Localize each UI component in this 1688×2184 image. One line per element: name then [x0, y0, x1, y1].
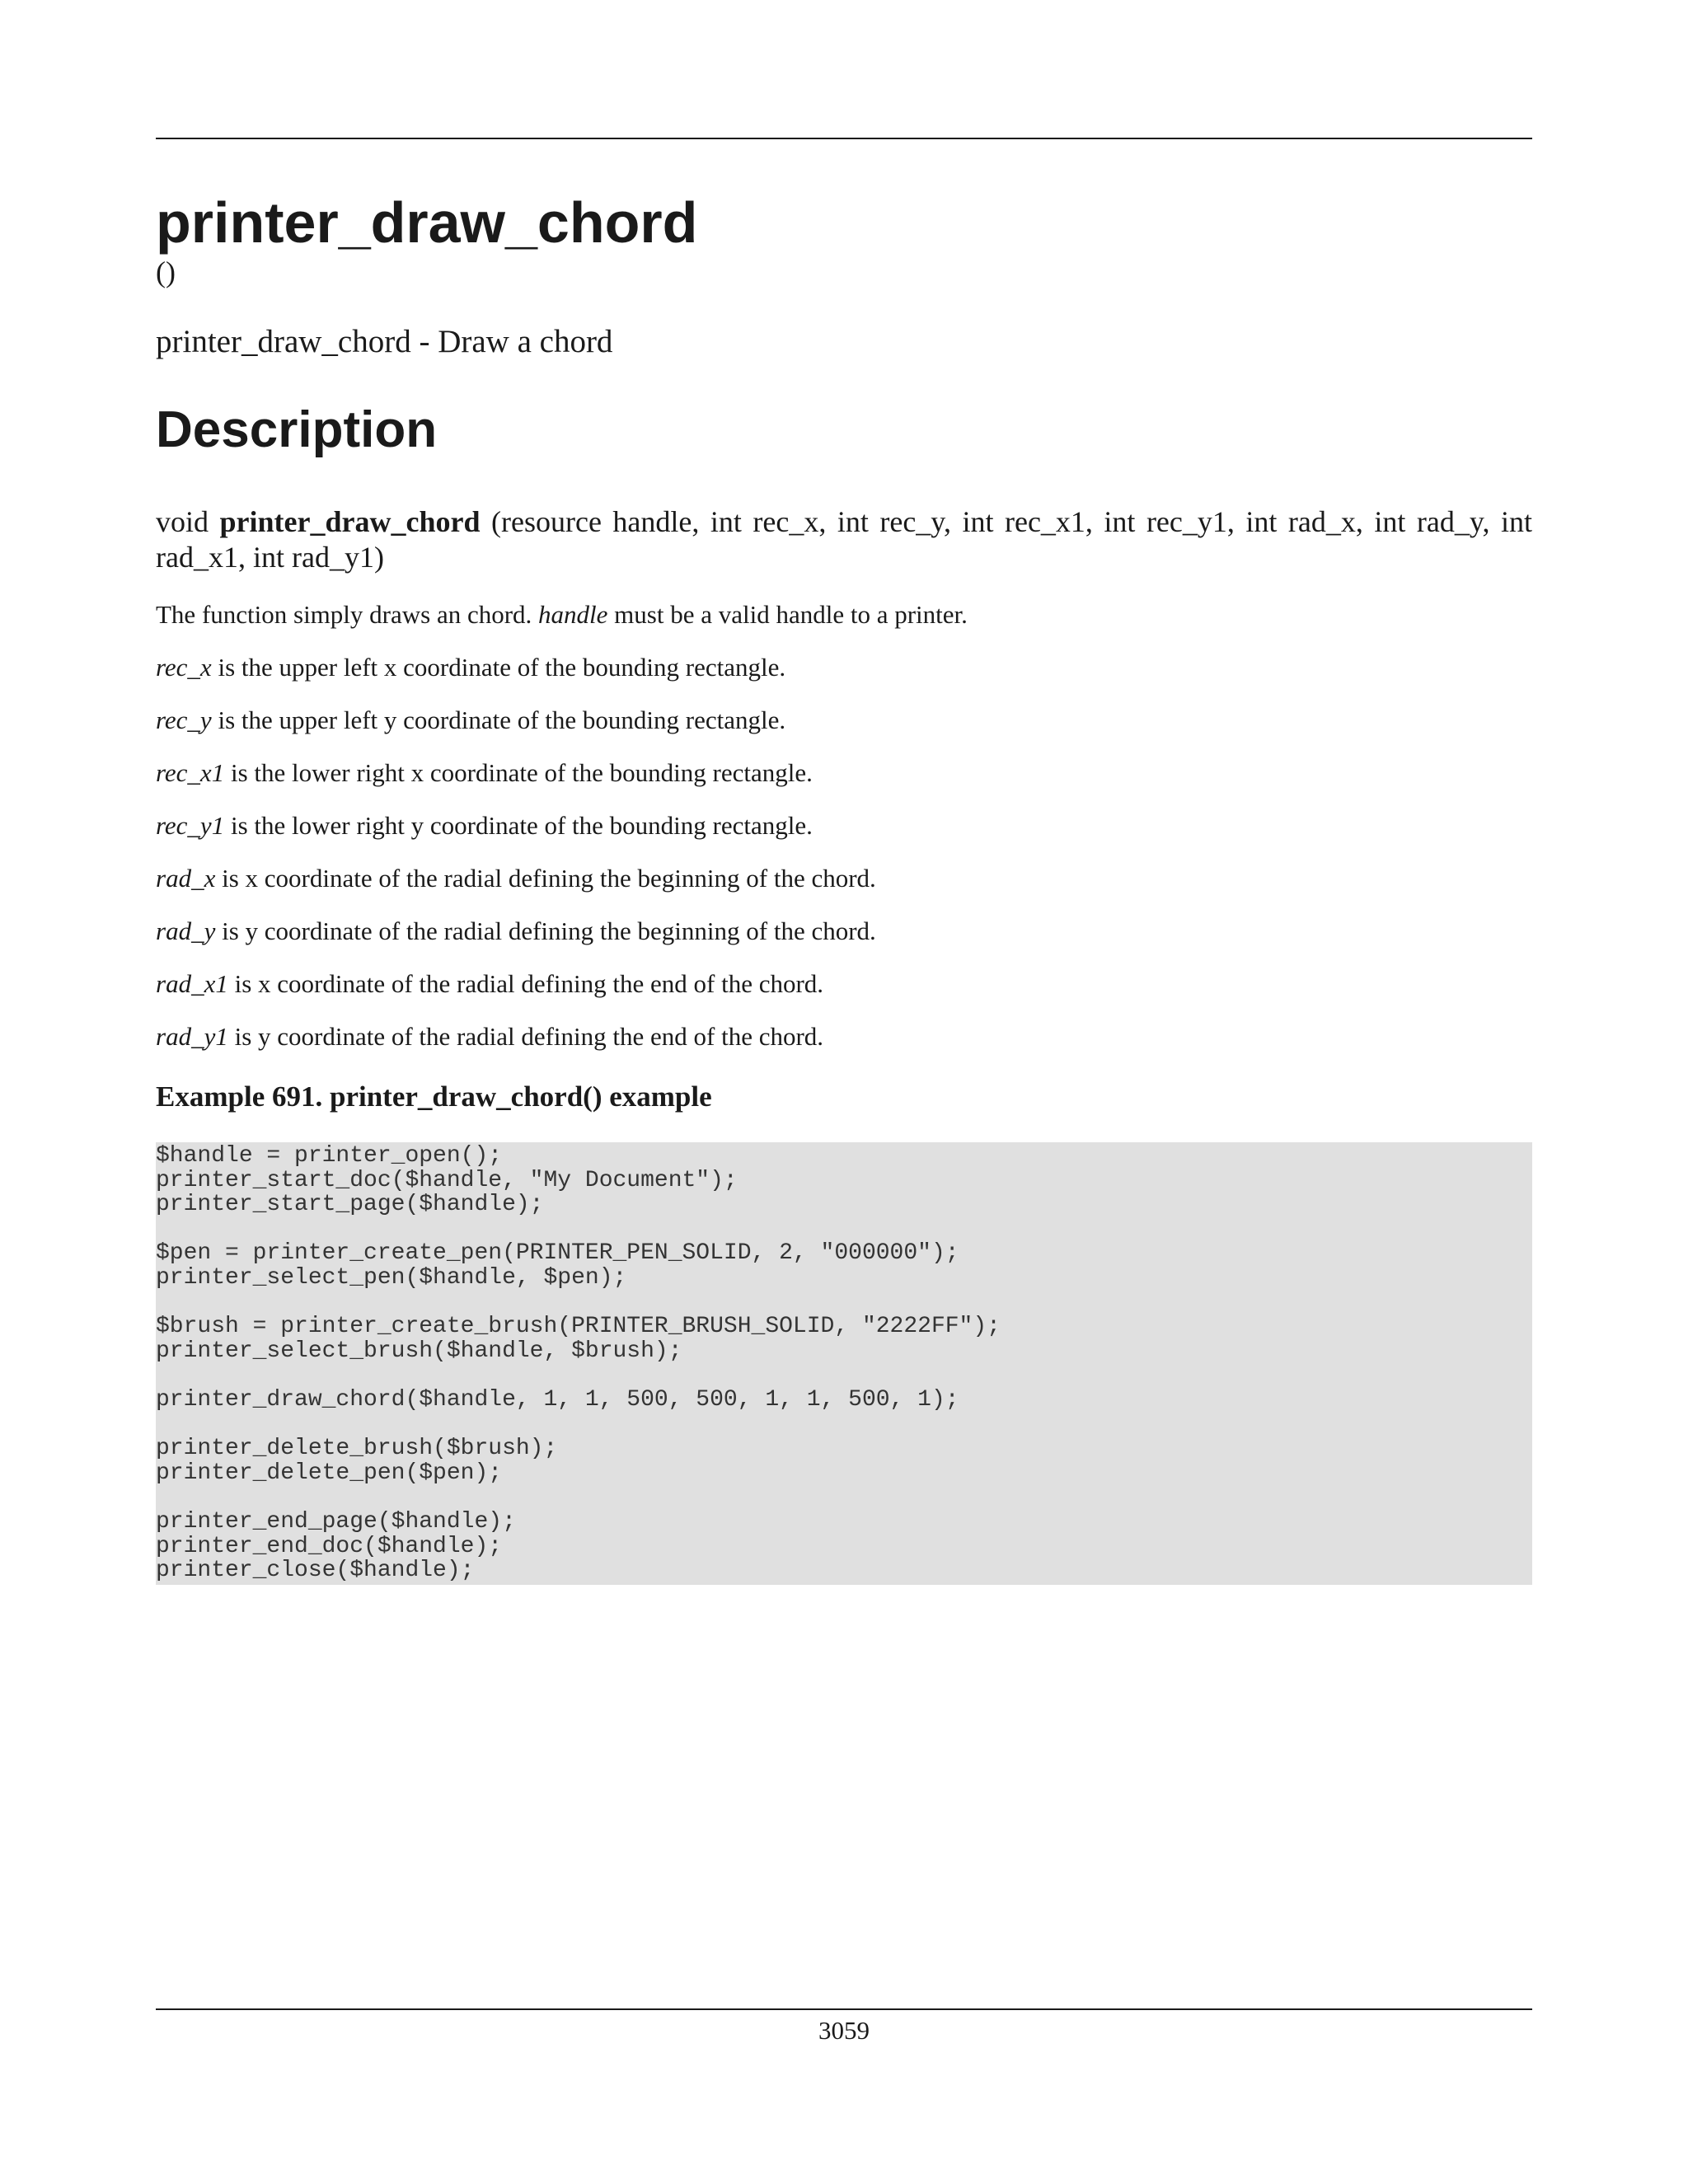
param-description: is the upper left x coordinate of the bounding rectangle. [218, 653, 786, 682]
param-name: rec_y1 [156, 811, 225, 840]
synopsis-function-name: printer_draw_chord [219, 505, 481, 538]
intro-paragraph [156, 600, 1532, 630]
param-paragraph [156, 653, 1532, 682]
section-heading-description: Description [156, 401, 438, 458]
param-name: rad_y [156, 916, 216, 945]
param-description: is the upper left y coordinate of the bounding rectangle. [218, 705, 786, 734]
intro-param-name: handle [538, 600, 608, 629]
param-paragraph [156, 705, 1532, 735]
example-title: Example 691. printer_draw_chord() example [156, 1080, 712, 1113]
param-description: is y coordinate of the radial defining the beginning of the chord. [222, 916, 876, 945]
param-description: is y coordinate of the radial defining the end of the chord. [234, 1022, 824, 1051]
page-content [156, 190, 1532, 1585]
param-paragraph [156, 969, 1532, 999]
param-paragraph [156, 864, 1532, 893]
footer-divider [156, 2008, 1532, 2010]
param-paragraph [156, 811, 1532, 841]
param-description: is x coordinate of the radial defining the end of the chord. [234, 969, 824, 998]
param-paragraph [156, 1022, 1532, 1052]
param-description: is the lower right y coordinate of the bounding rectangle. [230, 811, 813, 840]
param-name: rec_x1 [156, 758, 225, 787]
param-paragraph [156, 916, 1532, 946]
param-paragraph [156, 758, 1532, 788]
example-code-block[interactable]: $handle = printer_open(); printer_start_doc($handle, "My Document"); printer_start_page($handle); $pen = printer_create_pen(PRINTER_PEN_SOLID, 2, "000000"); printer_select_pen($handle, $pen); $brush = printer_create_brush(PRINTER_BRUSH_SOLID, "2222FF"); printer_select_brush($handle, $brush); printer_draw_chord($handle, 1, 1, 500, 500, 1, 1, 500, 1); printer_delete_brush($brush); printer_delete_pen($pen); printer_end_page($handle); printer_end_doc($handle); printer_close($handle); [156, 1142, 1532, 1585]
param-name: rec_y [156, 705, 212, 734]
synopsis-params: (resource handle, int rec_x, int rec_y, int rec_x1, int rec_y1, int rad_x, int rad_y, int rad_x1, int rad_y1) [156, 505, 1533, 574]
param-name: rad_y1 [156, 1022, 228, 1051]
param-name: rec_x [156, 653, 212, 682]
refname-line: printer_draw_chord - Draw a chord [156, 324, 613, 359]
page-title: printer_draw_chord [156, 190, 698, 255]
synopsis-return-type: void [156, 505, 209, 538]
param-name: rad_x1 [156, 969, 228, 998]
param-description: is x coordinate of the radial defining the beginning of the chord. [222, 864, 876, 893]
page-number: 3059 [818, 2016, 870, 2045]
title-parens: () [156, 255, 176, 288]
intro-text-after: must be a valid handle to a printer. [614, 600, 968, 629]
header-divider [156, 138, 1532, 139]
intro-text-before: The function simply draws an chord. [156, 600, 532, 629]
param-name: rad_x [156, 864, 216, 893]
param-description: is the lower right x coordinate of the bounding rectangle. [230, 758, 813, 787]
function-synopsis [156, 504, 1532, 575]
